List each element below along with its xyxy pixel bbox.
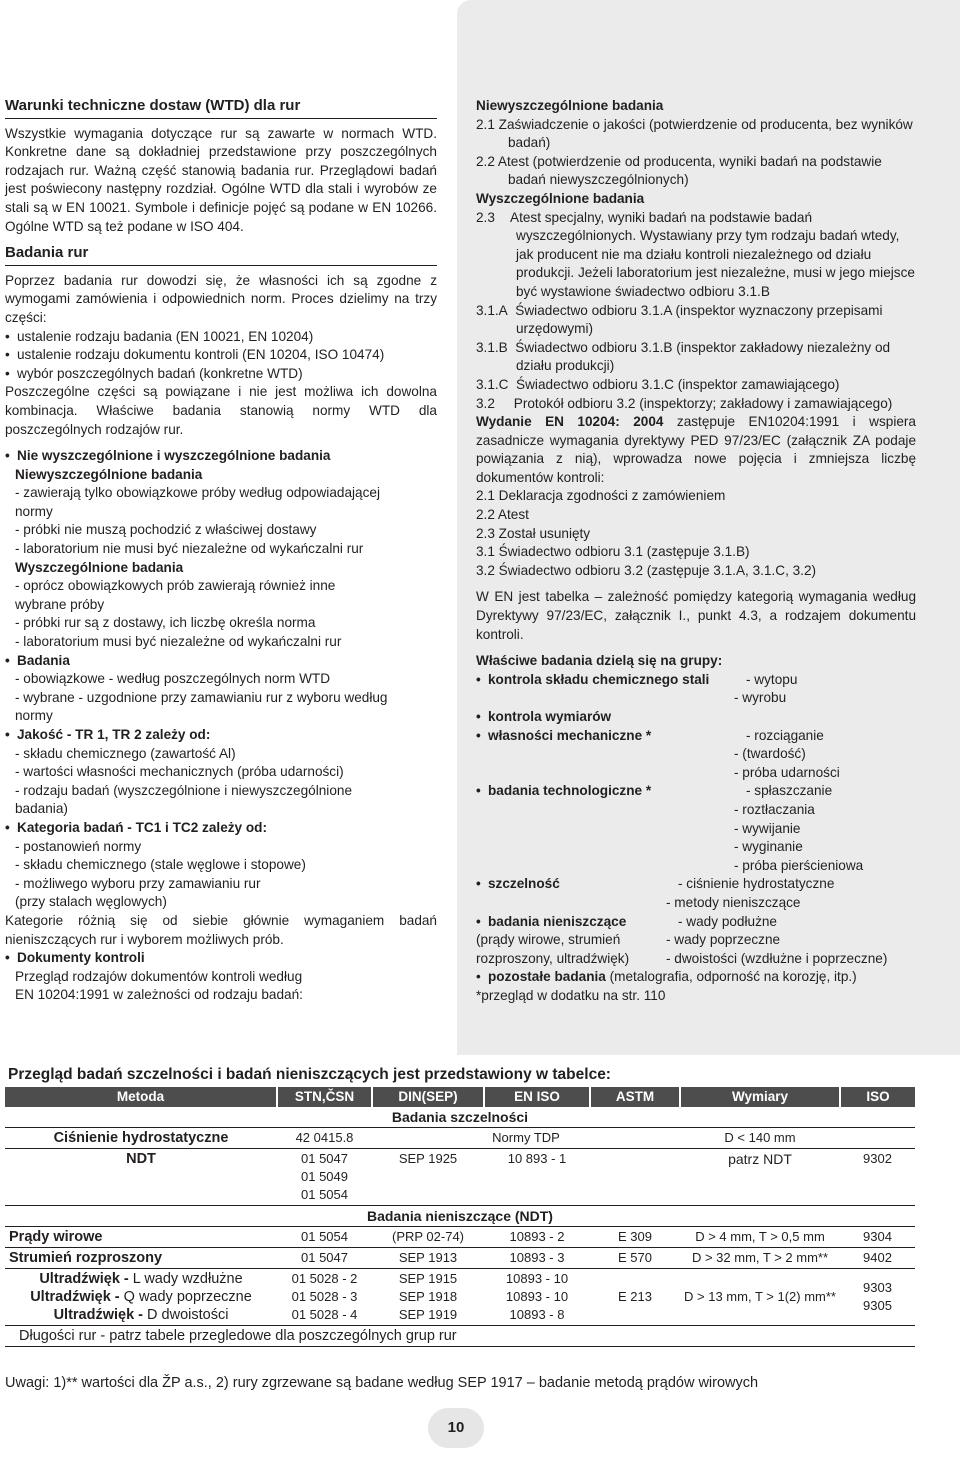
norm-line: 01 5049 (301, 1169, 348, 1184)
table-cell: SEP 1913 (372, 1248, 484, 1269)
norm-line: 10893 - 10 (505, 1271, 569, 1286)
norm-line: SEP 1915 (398, 1271, 458, 1286)
list-item: - rodzaju badań (wyszczególnione i niewyszczególnione (15, 782, 353, 798)
table-cell: E 213 (590, 1269, 680, 1326)
table-cell: 01 5054 (277, 1227, 372, 1248)
tests-table-section (5, 1066, 915, 1347)
subheading-wyszczegolnione: Wyszczególnione badania (15, 559, 184, 575)
table-header-row (5, 1087, 915, 1107)
tests-table (5, 1087, 915, 1347)
list-item: - składu chemicznego (zawartość Al) (15, 745, 236, 761)
en10204-edition: Wydanie EN 10204: 2004 (476, 414, 664, 430)
list-item: Przegląd rodzajów dokumentów kontroli według (15, 968, 303, 984)
table-cell: 01 5047 (277, 1248, 372, 1269)
list-item: - (twardość) (734, 746, 806, 762)
table-relation-paragraph: W EN jest tabelka – zależność pomiędzy kategorią wymagania według Dyrektywy 97/23/EC, załącznik I., punkt 4.3, a rodzajem dokumentu kontroli. (476, 589, 916, 642)
table-cell: 10 893 - 1 (484, 1149, 590, 1206)
table-cell: D > 32 mm, T > 2 mm** (680, 1248, 840, 1269)
group-other (476, 968, 916, 987)
method-detail: L wady wzdłużne (128, 1271, 243, 1287)
subheading-badania: • Badania (5, 652, 437, 671)
header-cell: Wymiary (680, 1087, 840, 1107)
table-cell (372, 1269, 484, 1326)
table-row (5, 1227, 915, 1248)
list-item: - roztłaczania (734, 801, 815, 817)
subheading-niewyszczegolnione: Niewyszczególnione badania (15, 466, 203, 482)
norm-line: 01 5047 (301, 1151, 348, 1166)
list-item: - oprócz obowiązkowych prób zawierają również inne (15, 578, 336, 594)
method-line (9, 1270, 273, 1288)
list-item: 3.1 Świadectwo odbioru 3.1 (zastępuje 3.1.B) (476, 544, 750, 560)
table-cell: 9302 (840, 1149, 915, 1206)
section-cell: Badania szczelności (391, 1109, 529, 1125)
header-cell: DIN(SEP) (372, 1087, 484, 1107)
list-item: - rozciąganie (746, 727, 824, 743)
ndt-methods-note: rozproszony, ultradźwięk) (476, 950, 630, 966)
table-cell (590, 1149, 680, 1206)
method-label: Ultradźwięk - (53, 1307, 143, 1323)
list-item: • wybór poszczególnych badań (konkretne WTD) (5, 365, 437, 384)
list-item: 3.2 Świadectwo odbioru 3.2 (zastępuje 3.1.A, 3.1.C, 3.2) (476, 562, 817, 578)
list-item: 2.1 Deklaracja zgodności z zamówieniem (476, 488, 726, 504)
left-column (5, 97, 437, 1005)
table-row (5, 1149, 915, 1206)
table-row (5, 1248, 915, 1269)
section-heading-badania: Badania rur (5, 244, 89, 262)
subheading-jakosc: • Jakość - TR 1, TR 2 zależy od: (5, 726, 437, 745)
list-item: - próba pierścieniowa (734, 857, 864, 873)
document-type-item: 2.2 Atest (potwierdzenie od producenta, wyniki badań na podstawie badań niewyszczególnionych) (476, 153, 882, 188)
list-item: - wyrobu (734, 690, 787, 706)
table-cell (840, 1269, 915, 1326)
norm-line: SEP 1918 (398, 1289, 458, 1304)
method-cell (5, 1269, 277, 1326)
list-item: normy (15, 708, 53, 724)
list-item: normy (15, 503, 53, 519)
header-cell: ASTM (590, 1087, 680, 1107)
norm-line: 10893 - 8 (509, 1307, 565, 1322)
kategorie-paragraph: Kategorie różnią się od siebie głównie wymaganiem badań nieniszczących rur i wyborem możliwych prób. (5, 912, 437, 947)
subheading-kategoria: • Kategoria badań - TC1 i TC2 zależy od: (5, 819, 437, 838)
method-cell: Prądy wirowe (5, 1227, 277, 1248)
table-cell: D > 13 mm, T > 1(2) mm** (680, 1269, 840, 1326)
list-item: (przy stalach węglowych) (15, 894, 167, 910)
table-cell: 10893 - 2 (484, 1227, 590, 1248)
footnote: *przegląd w dodatku na str. 110 (476, 987, 666, 1003)
table-section-row (5, 1206, 915, 1227)
combination-paragraph: Poszczególne części są powiązane i nie jest możliwa ich dowolna kombinacja. Właściwe badania stanowią normy WTD dla poszczególnych rodzajów rur. (5, 384, 437, 437)
list-item: - zawierają tylko obowiązkowe próby według odpowiadającej (15, 485, 380, 501)
table-cell: E 309 (590, 1227, 680, 1248)
method-detail: D dwoistości (143, 1307, 229, 1323)
table-cell: 9402 (840, 1248, 915, 1269)
badania-paragraph: Poprzez badania rur dowodzi się, że własności ich są zgodne z wymogami zamówienia i odpowiednich norm. Proces dzielimy na trzy części: (5, 272, 437, 325)
table-cell: SEP 1925 (372, 1149, 484, 1206)
norm-line: SEP 1919 (398, 1307, 458, 1322)
document-type-item: 2.3 Atest specjalny, wyniki badań na podstawie badań wyszczególnionych. Wystawiany przy tym rodzaju badań wtedy, jak producent nie ma działu kontroli niezależnego od działu produkcji. Jeżeli laboratorium jest niezależne, musi w jego miejsce być wystawione świadectwo odbioru 3.1.B (476, 209, 915, 299)
norm-line: 9303 (863, 1280, 892, 1295)
list-item: - próbki nie muszą pochodzić z właściwej dostawy (15, 522, 317, 538)
list-item: 2.3 Został usunięty (476, 525, 591, 541)
document-type-item: 3.1.C Świadectwo odbioru 3.1.C (inspektor zamawiającego) (476, 376, 840, 392)
group-other-label: pozostałe badania (488, 969, 606, 985)
table-cell: (PRP 02-74) (372, 1227, 484, 1248)
en10204-text: zastępuje EN10204:1991 i wspiera zasadnicze wymagania dyrektywy PED 97/23/EC (załącznik ZA podaje powiązania z nią), wprowadza nowe pojęcia i zmniejsza liczbę dokumentów kontroli: (476, 414, 916, 485)
header-cell: Metoda (5, 1087, 277, 1107)
list-item: - ciśnienie hydrostatyczne (678, 876, 835, 892)
section-cell: Badania nieniszczące (NDT) (5, 1206, 915, 1227)
table-title: Przegląd badań szczelności i badań nieniszczących jest przedstawiony w tabelce: (8, 1066, 611, 1083)
document-type-item: 3.1.B Świadectwo odbioru 3.1.B (inspektor zakładowy niezależny od działu produkcji) (476, 339, 891, 374)
subheading-nie-wyszczegolnione: • Nie wyszczególnione i wyszczególnione badania (5, 447, 437, 466)
remarks-note: Uwagi: 1)** wartości dla ŽP a.s., 2) rury zgrzewane są badane według SEP 1917 – badanie metodą prądów wirowych (5, 1375, 759, 1391)
subheading-dokumenty: • Dokumenty kontroli (5, 949, 437, 968)
table-cell: 10893 - 3 (484, 1248, 590, 1269)
norm-line: 10893 - 10 (505, 1289, 569, 1304)
list-item: - wartości własności mechanicznych (próba udarności) (15, 764, 344, 780)
header-cell: EN ISO (484, 1087, 590, 1107)
list-item: - wady poprzeczne (666, 932, 781, 948)
table-cell: D < 140 mm (680, 1128, 840, 1149)
list-item: - metody nieniszczące (666, 894, 801, 910)
table-cell (484, 1269, 590, 1326)
table-cell: patrz NDT (680, 1149, 840, 1206)
right-column (476, 97, 916, 1006)
document-type-item: 3.2 Protokół odbioru 3.2 (inspektorzy; zakładowy i zamawiającego) (476, 395, 893, 411)
list-item: - próbki rur są z dostawy, ich liczbę określa norma (15, 615, 316, 631)
list-item: • ustalenie rodzaju dokumentu kontroli (EN 10204, ISO 10474) (5, 346, 437, 365)
method-cell: NDT (5, 1149, 277, 1206)
heading-rule (5, 118, 437, 119)
table-cell (840, 1128, 915, 1149)
header-cell: ISO (840, 1087, 915, 1107)
table-cell: E 570 (590, 1248, 680, 1269)
list-item: - laboratorium nie musi być niezależne od wykańczalni rur (15, 541, 364, 557)
section-heading-wtd: Warunki techniczne dostaw (WTD) dla rur (5, 97, 301, 114)
norm-line: 01 5028 - 3 (291, 1289, 358, 1304)
table-cell (277, 1269, 372, 1326)
list-item: - obowiązkowe - według poszczególnych norm WTD (15, 671, 331, 687)
group-technological: • badania technologiczne * (476, 782, 746, 801)
group-other-text: (metalografia, odporność na korozję, itp.) (605, 969, 857, 985)
document-type-item: 2.1 Zaświadczenie o jakości (potwierdzenie od producenta, bez wyników badań) (476, 116, 913, 151)
list-item: 2.2 Atest (476, 507, 529, 523)
en10204-paragraph (476, 413, 916, 487)
heading-rule (5, 265, 437, 266)
list-item: - próba udarności (734, 764, 840, 780)
list-item: - składu chemicznego (stale węglowe i stopowe) (15, 857, 306, 873)
group-tightness: • szczelność (476, 875, 678, 894)
document-type-item: 3.1.A Świadectwo odbioru 3.1.A (inspektor wyznaczony przepisami urzędowymi) (476, 302, 883, 337)
list-item: - dwoistości (wzdłużne i poprzeczne) (666, 950, 888, 966)
norm-line: 01 5028 - 2 (291, 1271, 358, 1286)
subheading-wyszczegolnione-right: Wyszczególnione badania (476, 190, 645, 206)
group-chemical: • kontrola składu chemicznego stali (476, 671, 746, 690)
method-line (9, 1288, 273, 1306)
table-cell: D > 4 mm, T > 0,5 mm (680, 1227, 840, 1248)
method-line (9, 1306, 273, 1324)
list-item: - wybrane - uzgodnione przy zamawianiu rur z wyboru według (15, 689, 388, 705)
norm-line: 01 5028 - 4 (291, 1307, 358, 1322)
norm-line: 9305 (863, 1298, 892, 1313)
table-cell: Normy TDP (372, 1128, 680, 1149)
list-item: - możliwego wyboru przy zamawianiu rur (15, 875, 261, 891)
subheading-niewyszczegolnione-right: Niewyszczególnione badania (476, 98, 664, 113)
method-cell: Strumień rozproszony (5, 1248, 277, 1269)
page-number: 10 (428, 1408, 484, 1448)
list-item: - wytopu (746, 671, 798, 687)
list-item: - wywijanie (734, 820, 801, 836)
list-item: wybrane próby (15, 596, 105, 612)
header-cell: STN,ČSN (277, 1087, 372, 1107)
lengths-note-cell: Długości rur - patrz tabele przegledowe dla poszczególnych grup rur (5, 1326, 915, 1347)
list-item: - postanowień normy (15, 838, 142, 854)
list-item: badania) (15, 801, 68, 817)
table-row (5, 1326, 915, 1347)
list-item: - wady podłużne (678, 913, 777, 929)
ndt-methods-note: (prądy wirowe, strumień (476, 932, 621, 948)
table-cell: 42 0415.8 (277, 1128, 372, 1149)
group-mechanical: • własności mechaniczne * (476, 727, 746, 746)
table-row (5, 1128, 915, 1149)
group-ndt: • badania nieniszczące (476, 913, 678, 932)
list-item: - wyginanie (734, 839, 803, 855)
table-cell: 9304 (840, 1227, 915, 1248)
method-label: Ultradźwięk - (30, 1289, 120, 1305)
method-cell: Ciśnienie hydrostatyczne (5, 1128, 277, 1149)
method-label: Ultradźwięk - (39, 1271, 129, 1287)
method-detail: Q wady poprzeczne (119, 1289, 252, 1305)
list-item: • ustalenie rodzaju badania (EN 10021, EN 10204) (5, 328, 437, 347)
list-item: - spłaszczanie (746, 783, 833, 799)
list-item: - laboratorium musi być niezależne od wykańczalni rur (15, 634, 342, 650)
intro-paragraph: Wszystkie wymagania dotyczące rur są zawarte w normach WTD. Konkretne dane są dokładniej przedstawione przy poszczególnych rodzajach rur. Ważną część stanowią badania rur. Przeglądowi badań jest poświecony następny rozdział. Ogólne WTD dla stali i wyrobów ze stali są w EN 10021. Symbole i definicje pojęć są podane w EN 10266. Ogólne WTD są też podane w ISO 404. (5, 125, 437, 234)
subheading-groups: Właściwe badania dzielą się na grupy: (476, 653, 723, 669)
table-section-row (5, 1107, 915, 1128)
norm-line: 01 5054 (301, 1187, 348, 1202)
table-row (5, 1269, 915, 1326)
group-dimensions: • kontrola wymiarów (476, 708, 916, 727)
list-item: EN 10204:1991 w zależności od rodzaju badań: (15, 987, 303, 1003)
table-cell (277, 1149, 372, 1206)
